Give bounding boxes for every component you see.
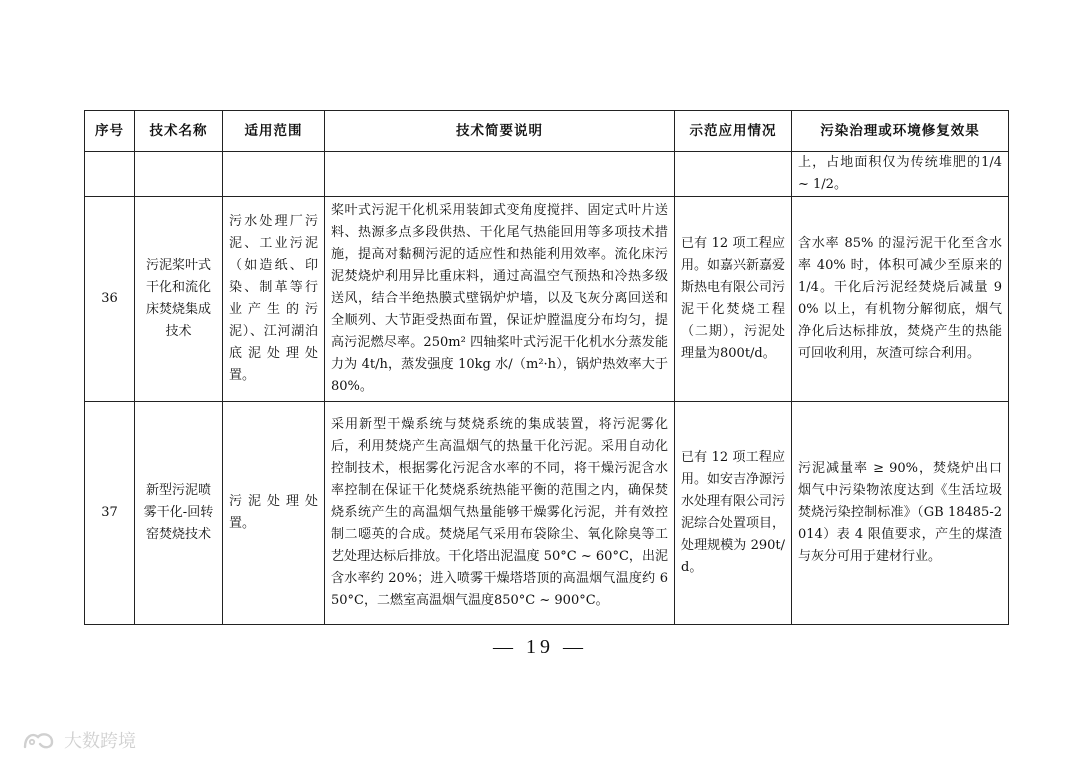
cell-description: 桨叶式污泥干化机采用装卸式变角度搅拌、固定式叶片送料、热源多点多段供热、干化尾气热能回用等多项技术措施，提高对黏稠污泥的适应性和热能利用效率。流化床污泥焚烧炉利用异比重床料，通过高温空气预热和冷热多级送风，结合半绝热膜式壁锅炉炉墙，以及飞灰分离回送和全顺列、大节距受热面布置，保证炉膛温度分布均匀，提高污泥燃尽率。250m² 四轴桨叶式污泥干化机水分蒸发能力为 4t/h，蒸发强度 10kg 水/（m²·h），锅炉热效率大于 80%。 (325, 197, 675, 402)
watermark-text: 大数跨境 (64, 731, 136, 752)
cell-empty (85, 152, 135, 197)
cell-effect: 污泥减量率 ≥ 90%，焚烧炉出口烟气中污染物浓度达到《生活垃圾焚烧污染控制标准》（GB 18485-2014）表 4 限值要求，产生的煤渣与灰分可用于建材行业。 (792, 402, 1009, 625)
cell-num: 37 (85, 402, 135, 625)
cell-tech-name: 污泥桨叶式干化和流化床焚烧集成技术 (135, 197, 223, 402)
header-seq: 序号 (85, 111, 135, 152)
header-effect: 污染治理或环境修复效果 (792, 111, 1009, 152)
header-description: 技术简要说明 (325, 111, 675, 152)
table-row (85, 197, 1009, 402)
cell-demo: 已有 12 项工程应用。如嘉兴新嘉爱斯热电有限公司污泥干化焚烧工程（二期），污泥处理量为800t/d。 (675, 197, 792, 402)
header-tech-name: 技术名称 (135, 111, 223, 152)
table-row (85, 402, 1009, 625)
cell-description: 采用新型干燥系统与焚烧系统的集成装置，将污泥雾化后，利用焚烧产生高温烟气的热量干化污泥。采用自动化控制技术，根据雾化污泥含水率的不同，将干燥污泥含水率控制在保证干化焚烧系统热能平衡的范围之内，确保焚烧系统产生的高温烟气热量能够干燥雾化污泥，并有效控制二噁英的合成。焚烧尾气采用布袋除尘、氧化除臭等工艺处理达标后排放。干化塔出泥温度 50°C ~ 60°C，出泥含水率约 20%；进入喷雾干燥塔塔顶的高温烟气温度约 650°C，二燃室高温烟气温度850°C ~ 900°C。 (325, 402, 675, 625)
tech-table (84, 110, 1009, 625)
cell-empty (675, 152, 792, 197)
cell-demo: 已有 12 项工程应用。如安吉净源污水处理有限公司污泥综合处置项目，处理规模为 290t/d。 (675, 402, 792, 625)
cell-empty (223, 152, 325, 197)
cell-scope: 污水处理厂污泥、工业污泥（如造纸、印染、制革等行业产生的污泥）、江河湖泊底泥处理处置。 (223, 197, 325, 402)
brand-logo-icon (22, 729, 56, 751)
header-scope: 适用范围 (223, 111, 325, 152)
table-header-row (85, 111, 1009, 152)
cell-scope: 污泥处理处置。 (223, 402, 325, 625)
cell-effect-continued: 上，占地面积仅为传统堆肥的1/4 ~ 1/2。 (792, 152, 1009, 197)
page-number: — 19 — (493, 636, 587, 658)
cell-effect: 含水率 85% 的湿污泥干化至含水率 40% 时，体积可减少至原来的 1/4。干化后污泥经焚烧后减量 90% 以上，有机物分解彻底，烟气净化后达标排放，焚烧产生的热能可回收利用，灰渣可综合利用。 (792, 197, 1009, 402)
cell-num: 36 (85, 197, 135, 402)
cell-empty (135, 152, 223, 197)
cell-empty (325, 152, 675, 197)
watermark (22, 727, 136, 753)
header-demo: 示范应用情况 (675, 111, 792, 152)
cell-tech-name: 新型污泥喷雾干化-回转窑焚烧技术 (135, 402, 223, 625)
table-row-continuation (85, 152, 1009, 197)
